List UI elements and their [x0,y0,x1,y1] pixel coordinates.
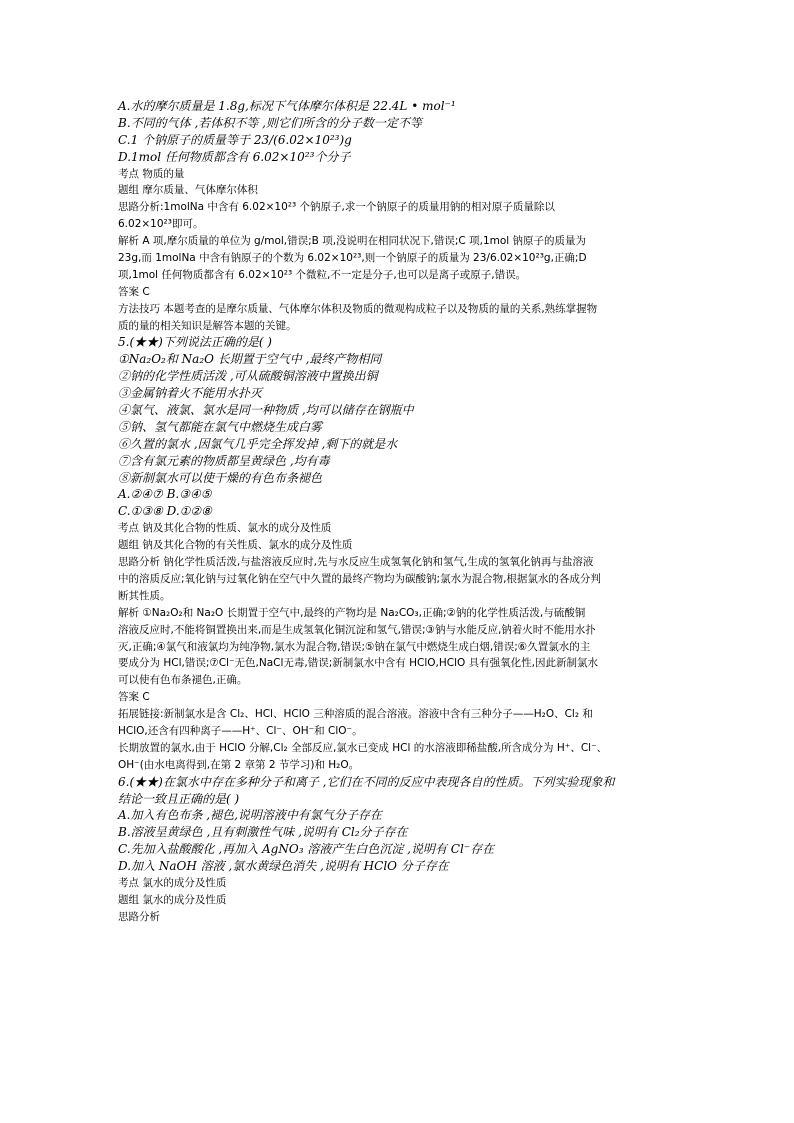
option-c-text: C.1 个钠原子的质量等于 23/(6.02×10²³)g [118,132,352,147]
choice-row: C.①③⑧ D.①②⑧ [118,504,212,519]
analysis-line: 6.02×10²³即可。 [118,218,204,231]
statement-item: ②钠的化学性质活泼 ,可从硫酸铜溶液中置换出铜 [118,369,378,384]
explanation-line: 溶液反应时,不能将铜置换出来,而是生成氢氧化铜沉淀和氢气,错误;③钠与水能反应,钠着火时不能用水扑 [118,623,596,636]
option-a-text: A.加入有色布条 ,褪色,说明溶液中有氯气分子存在 [118,808,382,823]
statement-item: ④氯气、液氯、氯水是同一种物质 ,均可以储存在钢瓶中 [118,403,414,418]
extension-line: HClO,还含有四种离子——H⁺、Cl⁻、OH⁻和 ClO⁻。 [118,724,363,737]
kaodian-label: 考点 钠及其化合物的性质、氯水的成分及性质 [118,522,332,535]
analysis-line: 中的溶质反应;氧化钠与过氧化钠在空气中久置的最终产物均为碳酸钠;氯水为混合物,根据氯水的各成分判 [118,572,601,585]
method-tip-line: 方法技巧 本题考查的是摩尔质量、气体摩尔体积及物质的微观构成粒子以及物质的量的关系,熟练掌握物 [118,302,598,315]
explanation-line: 解析 A 项,摩尔质量的单位为 g/mol,错误;B 项,没说明在相同状况下,错误;C 项,1mol 钠原子的质量为 [118,235,587,248]
extension-line: OH⁻(由水电离得到,在第 2 章第 2 节学习)和 H₂O。 [118,758,360,771]
analysis-heading: 思路分析 [118,910,160,923]
explanation-line: 解析 ①Na₂O₂和 Na₂O 长期置于空气中,最终的产物均是 Na₂CO₃,正确;②钠的化学性质活泼,与硫酸铜 [118,606,586,619]
statement-item: ①Na₂O₂和 Na₂O 长期置于空气中 ,最终产物相同 [118,352,382,367]
statement-item: ⑦含有氯元素的物质都呈黄绿色 ,均有毒 [118,453,330,468]
document-page [118,98,678,926]
option-c-text: C.先加入盐酸酸化 ,再加入 AgNO₃ 溶液产生白色沉淀 ,说明有 Cl⁻存在 [118,842,495,857]
explanation-line: 要成分为 HCl,错误;⑦Cl⁻无色,NaCl无毒,错误;新制氯水中含有 HClO,HClO 具有强氧化性,因此新制氯水 [118,657,598,670]
analysis-line: 思路分析 钠化学性质活泼,与盐溶液反应时,先与水反应生成氢氧化钠和氢气,生成的氢氧化钠再与盐溶液 [118,556,594,569]
explanation-line: 23g,而 1molNa 中含有钠原子的个数为 6.02×10²³,则一个钠原子的质量为 23/6.02×10²³g,正确;D [118,252,587,265]
statement-item: ⑥久置的氯水 ,因氯气几乎完全挥发掉 ,剩下的就是水 [118,436,398,451]
analysis-line: 思路分析:1molNa 中含有 6.02×10²³ 个钠原子,求一个钠原子的质量用钠的相对原子质量除以 [118,201,555,214]
answer-label: 答案 C [118,691,150,704]
explanation-line: 灭,正确;④氯气和液氯均为纯净物,氯水为混合物,错误;⑤钠在氯气中燃烧生成白烟,错误;⑥久置氯水的主 [118,640,591,653]
tizu-label: 题组 钠及其化合物的有关性质、氯水的成分及性质 [118,539,353,552]
answer-label: 答案 C [118,285,150,298]
analysis-line: 断其性质。 [118,589,171,602]
kaodian-label: 考点 氯水的成分及性质 [118,876,227,889]
explanation-line: 可以使有色布条褪色,正确。 [118,674,248,687]
statement-item: ⑧新制氯水可以使干燥的有色布条褪色 [118,470,323,485]
tizu-label: 题组 摩尔质量、气体摩尔体积 [118,184,258,197]
extension-line: 长期放置的氯水,由于 HClO 分解,Cl₂ 全部反应,氯水已变成 HCl 的水溶液即稀盐酸,所含成分为 H⁺、Cl⁻、 [118,741,608,754]
extension-line: 拓展链接:新制氯水是含 Cl₂、HCl、HClO 三种溶质的混合溶液。溶液中含有三种分子——H₂O、Cl₂ 和 [118,708,593,721]
question-6-stem: 结论一致且正确的是( ) [118,791,240,806]
option-b-text: B.不同的气体 ,若体积不等 ,则它们所含的分子数一定不等 [118,115,422,130]
choice-row: A.②④⑦ B.③④⑤ [118,487,212,502]
statement-item: ⑤钠、氢气都能在氯气中燃烧生成白雾 [118,419,323,434]
tizu-label: 题组 氯水的成分及性质 [118,893,227,906]
option-d-text: D.加入 NaOH 溶液 ,氯水黄绿色消失 ,说明有 HClO 分子存在 [118,859,449,874]
method-tip-line: 质的量的相关知识是解答本题的关键。 [118,319,297,332]
option-a-text: A.水的摩尔质量是 1.8g,标况下气体摩尔体积是 22.4L • mol⁻¹ [118,99,456,113]
option-b-text: B.溶液呈黄绿色 ,且有刺激性气味 ,说明有 Cl₂分子存在 [118,825,408,840]
statement-item: ③金属钠着火不能用水扑灭 [118,386,263,401]
question-5-stem: 5.(★★)下列说法正确的是( ) [118,335,272,350]
kaodian-label: 考点 物质的量 [118,167,185,180]
option-d-text: D.1mol 任何物质都含有 6.02×10²³个分子 [118,149,351,164]
question-6-stem: 6.(★★)在氯水中存在多种分子和离子 ,它们在不同的反应中表现各自的性质。下列实验现象和 [118,774,615,789]
explanation-line: 项,1mol 任何物质都含有 6.02×10²³ 个微粒,不一定是分子,也可以是离子或原子,错误。 [118,268,527,281]
